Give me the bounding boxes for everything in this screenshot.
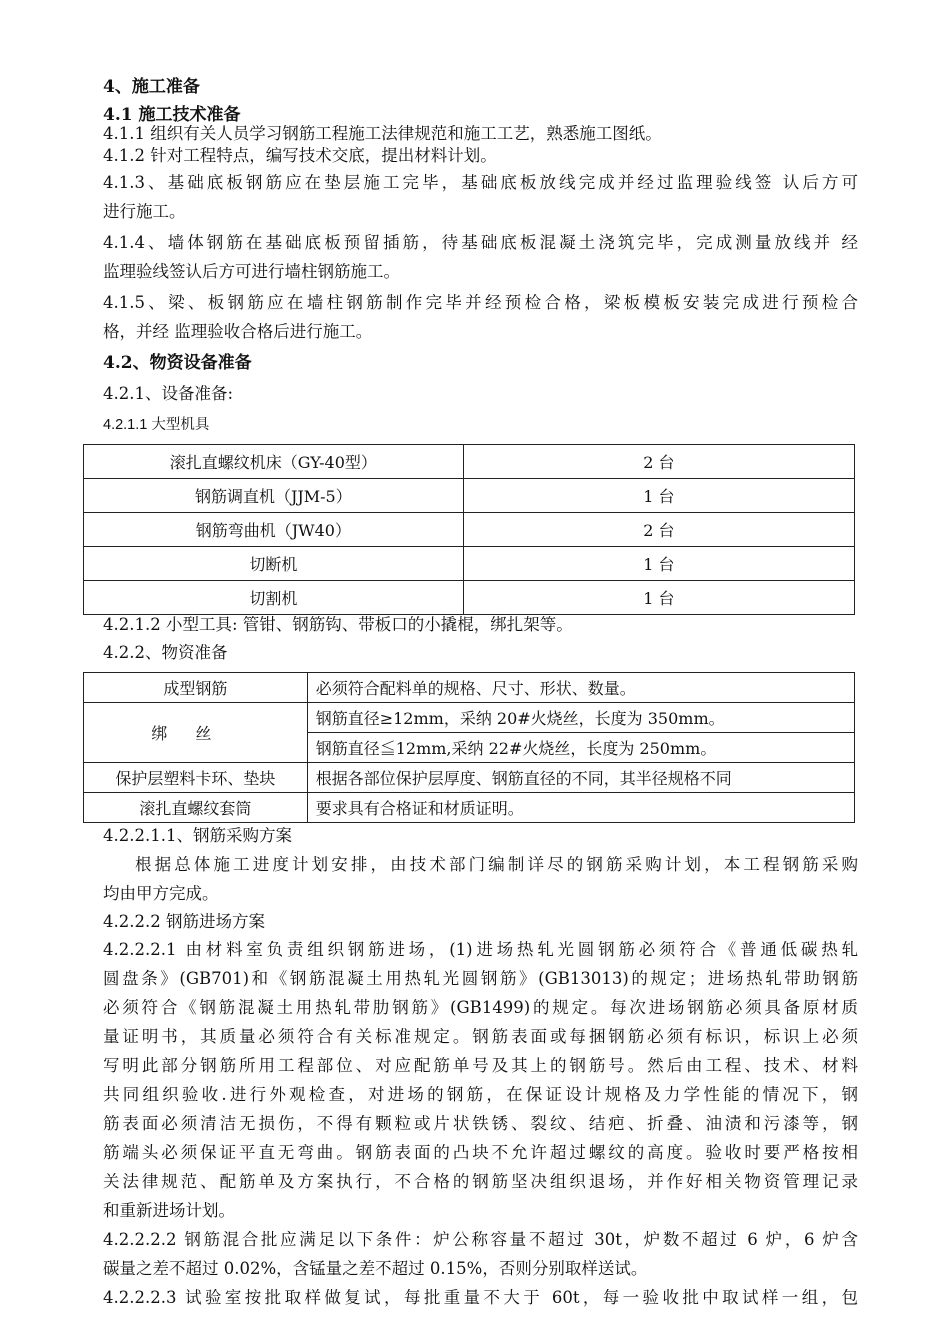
material-desc: 要求具有合格证和材质证明。: [307, 793, 854, 823]
arrival-text-line: 和重新进场计划。: [103, 1201, 235, 1220]
mixed-batch-text-line: 4.2.2.2.2 钢筋混合批应满足以下条件：炉公称容量不超过 30t，炉数不超过 6 炉，6 炉含: [103, 1230, 858, 1249]
material-name: 保护层塑料卡环、垫块: [84, 763, 308, 793]
material-desc: 钢筋直径≥12mm，采纳 20#火烧丝，长度为 350mm。: [307, 703, 854, 733]
paragraph-4-1-5-line2: 格，并经 监理验收合格后进行施工。: [103, 322, 373, 341]
arrival-text-line: 筋端头必须保证平直无弯曲。钢筋表面的凸块不允许超过螺纹的高度。验收时要严格按相: [103, 1143, 858, 1162]
machine-name: 钢筋调直机（JJM-5）: [84, 479, 464, 513]
machine-name: 切断机: [84, 547, 464, 581]
subsection-heading: 4.1 施工技术准备: [103, 105, 241, 125]
table-row: [84, 703, 855, 733]
material-name: [84, 703, 308, 763]
material-desc: 必须符合配料单的规格、尺寸、形状、数量。: [307, 673, 854, 703]
materials-table: [83, 672, 855, 823]
machine-qty: 2 台: [463, 513, 854, 547]
table-row: [84, 479, 855, 513]
machine-qty: 1 台: [463, 547, 854, 581]
paragraph-4-2-1-2: 4.2.1.2 小型工具: 管钳、钢筋钩、带板口的小撬棍，绑扎架等。: [103, 615, 573, 634]
procurement-text-line1: 根据总体施工进度计划安排，由技术部门编制详尽的钢筋采购计划，本工程钢筋采购: [135, 855, 858, 874]
paragraph-4-2-2-1-1: 4.2.2.1.1、钢筋采购方案: [103, 826, 292, 845]
paragraph-4-2-2-2: 4.2.2.2 钢筋进场方案: [103, 912, 265, 931]
machine-name: 滚扎直螺纹机床（GY-40型）: [84, 445, 464, 479]
machine-qty: 1 台: [463, 479, 854, 513]
table-row: [84, 445, 855, 479]
arrival-text-line: 4.2.2.2.1 由材料室负责组织钢筋进场，(1)进场热轧光圆钢筋必须符合《普通低碳热轧: [103, 940, 858, 959]
paragraph-4-1-3-line1: 4.1.3、基础底板钢筋应在垫层施工完毕，基础底板放线完成并经过监理验线签 认后方可: [103, 173, 858, 192]
paragraph-4-2-1: 4.2.1、设备准备:: [103, 384, 234, 403]
lab-sampling-text-line: 4.2.2.2.3 试验室按批取样做复试，每批重量不大于 60t，每一验收批中取试样一组，包: [103, 1288, 858, 1307]
arrival-text-line: 写明此部分钢筋所用工程部位、对应配筋单号及其上的钢筋号。然后由工程、技术、材料: [103, 1056, 858, 1075]
machines-table: [83, 444, 855, 615]
machine-name: 切割机: [84, 581, 464, 615]
material-name: 成型钢筋: [84, 673, 308, 703]
arrival-text-line: 必须符合《钢筋混凝土用热轧带肋钢筋》(GB1499)的规定。每次进场钢筋必须具备原材质: [103, 998, 858, 1017]
paragraph-4-1-4-line1: 4.1.4、墙体钢筋在基础底板预留插筋，待基础底板混凝土浇筑完毕，完成测量放线并 经: [103, 233, 858, 252]
paragraph-4-1-3-line2: 进行施工。: [103, 202, 186, 221]
machine-qty: 2 台: [463, 445, 854, 479]
table-row: [84, 581, 855, 615]
machine-name: 钢筋弯曲机（JW40）: [84, 513, 464, 547]
material-name-text: 绑丝: [151, 724, 240, 743]
procurement-text-line2: 均由甲方完成。: [103, 884, 219, 903]
paragraph-4-1-2: 4.1.2 针对工程特点，编写技术交底，提出材料计划。: [103, 146, 497, 165]
arrival-text-line: 量证明书，其质量必须符合有关标准规定。钢筋表面或每捆钢筋必须有标识，标识上必须: [103, 1027, 858, 1046]
table-row: [84, 547, 855, 581]
table-row: [84, 793, 855, 823]
paragraph-4-1-1: 4.1.1 组织有关人员学习钢筋工程施工法律规范和施工工艺，熟悉施工图纸。: [103, 124, 662, 143]
table-row: [84, 513, 855, 547]
paragraph-4-1-5-line1: 4.1.5、梁、板钢筋应在墙柱钢筋制作完毕并经预检合格，梁板模板安装完成进行预检合: [103, 293, 858, 312]
material-name: 滚扎直螺纹套筒: [84, 793, 308, 823]
subsection-heading: 4.2、物资设备准备: [103, 353, 252, 373]
arrival-text-line: 筋表面必须清洁无损伤，不得有颗粒或片状铁锈、裂纹、结疤、折叠、油渍和污漆等，钢: [103, 1114, 858, 1133]
section-heading: 4、施工准备: [103, 77, 200, 97]
table-row: [84, 763, 855, 793]
mixed-batch-text-line: 碳量之差不超过 0.02%，含锰量之差不超过 0.15%，否则分别取样送试。: [103, 1259, 648, 1278]
arrival-text-line: 共同组织验收.进行外观检查，对进场的钢筋，在保证设计规格及力学性能的情况下，钢: [103, 1085, 858, 1104]
paragraph-4-2-2: 4.2.2、物资准备: [103, 643, 228, 662]
table-row: [84, 673, 855, 703]
paragraph-4-2-1-1: 4.2.1.1 大型机具: [103, 417, 210, 433]
arrival-text-line: 关法律规范、配筋单及方案执行，不合格的钢筋坚决组织退场，并作好相关物资管理记录: [103, 1172, 858, 1191]
machine-qty: 1 台: [463, 581, 854, 615]
paragraph-4-1-4-line2: 监理验线签认后方可进行墙柱钢筋施工。: [103, 262, 400, 281]
arrival-text-line: 圆盘条》(GB701)和《钢筋混凝土用热轧光圆钢筋》(GB13013)的规定；进场热轧带助钢筋: [103, 969, 858, 988]
material-desc: 钢筋直径≦12mm,采纳 22#火烧丝，长度为 250mm。: [307, 733, 854, 763]
material-desc: 根据各部位保护层厚度、钢筋直径的不同，其半径规格不同: [307, 763, 854, 793]
